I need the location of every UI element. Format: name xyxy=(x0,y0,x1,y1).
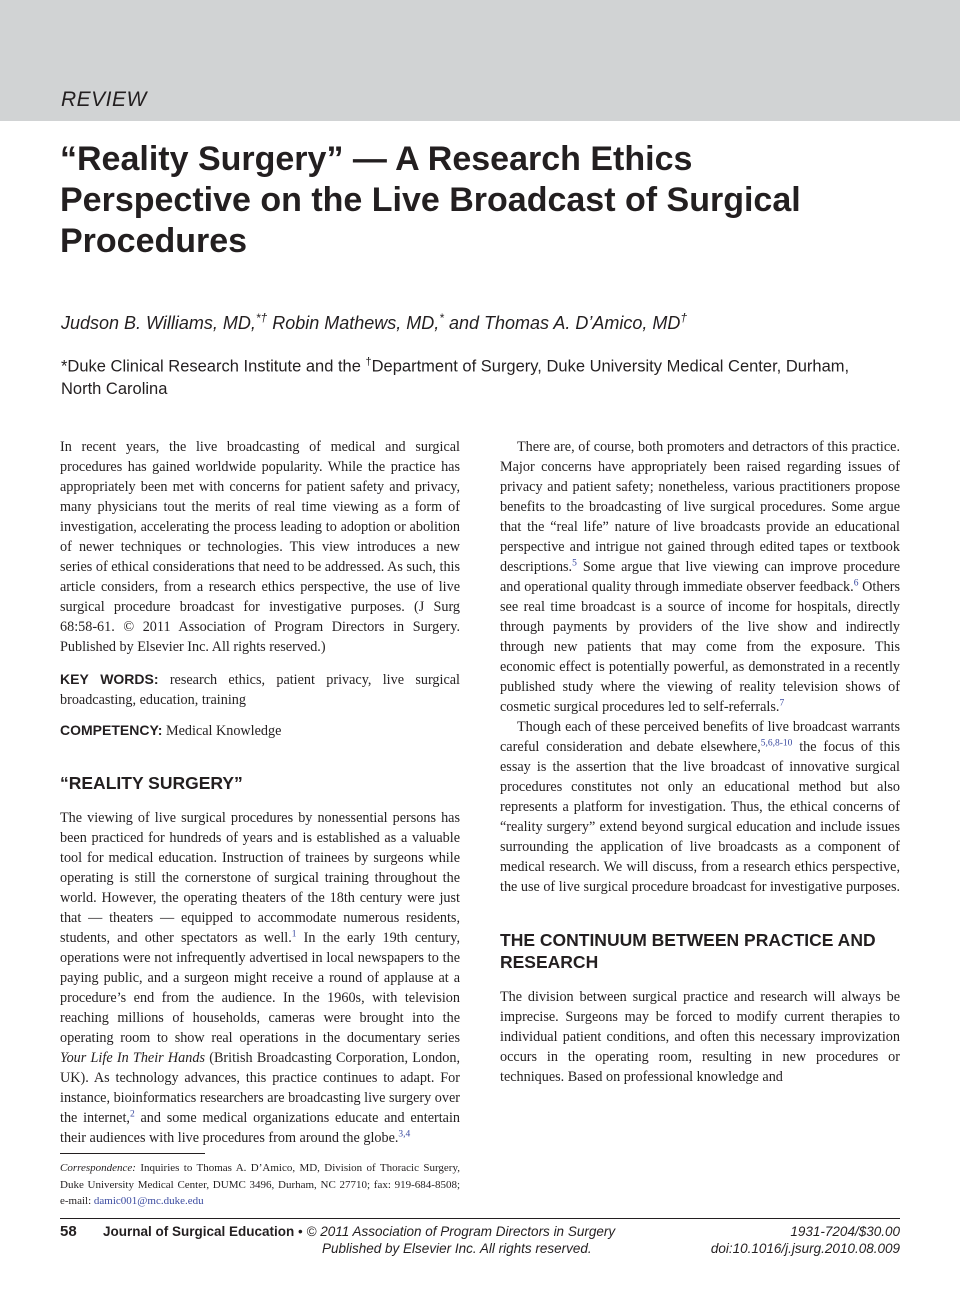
p2-text-a: There are, of course, both promoters and detractors of this practice. Major concerns have appropriately been raised regarding issues of privacy and patient safety; nonetheless, various practitioners propose benefits to the broadcasting of live surgical procedures. Some argue that the “real life” nature of live broadcasts provide an educational perspective and intrigue not gained through edited tapes or textbook descriptions. xyxy=(500,439,900,575)
p1-text-a: The viewing of live surgical procedures by nonessential persons has been practiced for hundreds of years and is established as a valuable tool for medical education. Instruction of trainees by surgeons while operating is still the cornerstone of surgical training throughout the world. However, the operating theaters of the 18th century were just that — theaters — equipped to accommodate numerous residents, students, and other spectators as well. xyxy=(60,810,460,946)
p3-text-b: the focus of this essay is the assertion that the live broadcast of innovative surgical procedures constitutes not only an educational method but also represents a platform for investigation. Thus, the ethical concerns of “reality surgery” extend beyond surgical education and include issues surrounding the application of live broadcasts as a component of medical research. We will discuss, from a research ethics perspective, the use of live surgical procedure broadcast for investigative purposes. xyxy=(500,739,901,895)
citation-link[interactable]: 3,4 xyxy=(398,1129,411,1140)
body-paragraph-4: The division between surgical practice and research will always be imprecise. Surgeons may be forced to modify current therapies to individual patient conditions, and often this necessary improvization occurs in the operating room, resulting in new procedures or techniques. Based on professional knowledge and xyxy=(500,989,900,1085)
section-label: REVIEW xyxy=(61,88,147,111)
footnote-divider xyxy=(60,1153,205,1154)
citation-link[interactable]: 5 xyxy=(572,558,577,569)
p3-text-a: Though each of these perceived benefits of live broadcast warrants careful consideration and debate elsewhere, xyxy=(500,719,900,755)
footer-divider xyxy=(60,1218,900,1219)
section-heading-continuum: THE CONTINUUM BETWEEN PRACTICE AND RESEARCH xyxy=(500,930,876,972)
citation-link[interactable]: 5,6,8-10 xyxy=(760,738,793,749)
abstract: In recent years, the live broadcasting of medical and surgical procedures has gained worldwide popularity. While the practice has appropriately been met with concerns for patient safety and privacy, many physicians tout the merits of real time viewing as a form of investigation, accelerating the process leading to adoption or abolition of newer techniques or technologies. This view introduces a new series of ethical considerations that need to be addressed. As such, this article considers, from a research ethics perspective, the use of live surgical procedure broadcast for investigative purposes. (J Surg 68:58-61. © 2011 Association of Program Directors in Surgery. Published by Elsevier Inc. All rights reserved.) xyxy=(60,439,460,655)
keywords-label: KEY WORDS: xyxy=(60,671,159,687)
citation-link[interactable]: 1 xyxy=(291,929,297,940)
journal-citation xyxy=(103,1224,615,1240)
series-title: Your Life In Their Hands xyxy=(60,1050,205,1066)
journal-name: Journal of Surgical Education xyxy=(103,1224,295,1239)
correspondence-footnote xyxy=(60,1160,460,1210)
body-paragraph-1 xyxy=(60,808,460,1148)
citation-link[interactable]: 6 xyxy=(853,578,859,589)
article-title: “Reality Surgery” — A Research Ethics Perspective on the Live Broadcast of Surgical Procedures xyxy=(60,140,801,260)
correspondence-label: Correspondence: xyxy=(60,1162,136,1174)
keywords xyxy=(60,669,460,710)
author-damico-marks: † xyxy=(680,311,688,325)
author-mathews: Robin Mathews, MD, xyxy=(267,313,440,333)
body-paragraph-3 xyxy=(500,717,900,897)
affiliation-part2: Department of Surgery, Duke University Medical Center, Durham, North Carolina xyxy=(61,357,850,398)
affiliation-dagger: † xyxy=(365,356,372,368)
competency-text: Medical Knowledge xyxy=(162,723,282,739)
left-column xyxy=(60,437,460,1148)
author-list xyxy=(61,305,921,336)
footer-bullet: • xyxy=(294,1224,307,1239)
competency xyxy=(60,720,460,741)
p1-text-c: (British Broadcasting Corporation, London, UK). As technology advances, this practice continues to adapt. For instance, bioinformatics researchers are broadcasting live surgery over the internet, xyxy=(60,1050,460,1126)
footer-issn: 1931-7204/$30.00 xyxy=(790,1224,900,1239)
author-damico: and Thomas A. D’Amico, MD xyxy=(443,313,681,333)
competency-label: COMPETENCY: xyxy=(60,722,163,738)
author-williams-marks: *† xyxy=(255,311,268,325)
affiliation-part1: *Duke Clinical Research Institute and the xyxy=(61,357,366,376)
author-williams: Judson B. Williams, MD, xyxy=(61,313,256,333)
affiliations xyxy=(61,351,891,400)
footer-doi[interactable]: doi:10.1016/j.jsurg.2010.08.009 xyxy=(710,1241,900,1256)
email-link[interactable]: damic001@mc.duke.edu xyxy=(93,1195,204,1207)
footer-copyright: © 2011 Association of Program Directors in Surgery xyxy=(306,1224,616,1239)
right-column xyxy=(500,437,900,1087)
body-paragraph-2 xyxy=(500,437,900,717)
p2-text-b: Some argue that live viewing can improve procedure and operational quality through immediate observer feedback. xyxy=(500,559,900,595)
citation-link[interactable]: 2 xyxy=(129,1109,135,1120)
correspondence-text: Inquiries to Thomas A. D’Amico, MD, Division of Thoracic Surgery, Duke University Medical Center, DUMC 3496, Durham, NC 27710; fax: 919-684-8508; e-mail: xyxy=(60,1162,460,1207)
keywords-text: research ethics, patient privacy, live surgical broadcasting, education, training xyxy=(60,672,460,708)
p1-text-b: In the early 19th century, operations were not infrequently advertised in local newspapers to the paying public, and a surgeon might receive a round of applause at a procedure’s end from the audience. In the 1960s, with television reaching millions of households, cameras were brought into the operating room to show real operations in the documentary series xyxy=(60,930,460,1046)
p1-text-d: and some medical organizations educate and entertain their audiences with live procedures from around the globe. xyxy=(60,1110,460,1146)
section-heading-reality-surgery: “REALITY SURGERY” xyxy=(60,773,243,793)
page-number: 58 xyxy=(60,1223,77,1240)
author-mathews-marks: * xyxy=(439,311,444,325)
citation-link[interactable]: 7 xyxy=(779,698,785,709)
p2-text-c: Others see real time broadcast is a source of income for hospitals, directly through payments by providers of the live show and indirectly through new patients that may come from the exposure. This economic effect is potentially powerful, as demonstrated in a recently published study where the viewing of reality television shows of cosmetic surgical procedures led to self-referrals. xyxy=(500,579,900,715)
footer-publisher: Published by Elsevier Inc. All rights reserved. xyxy=(322,1241,592,1256)
